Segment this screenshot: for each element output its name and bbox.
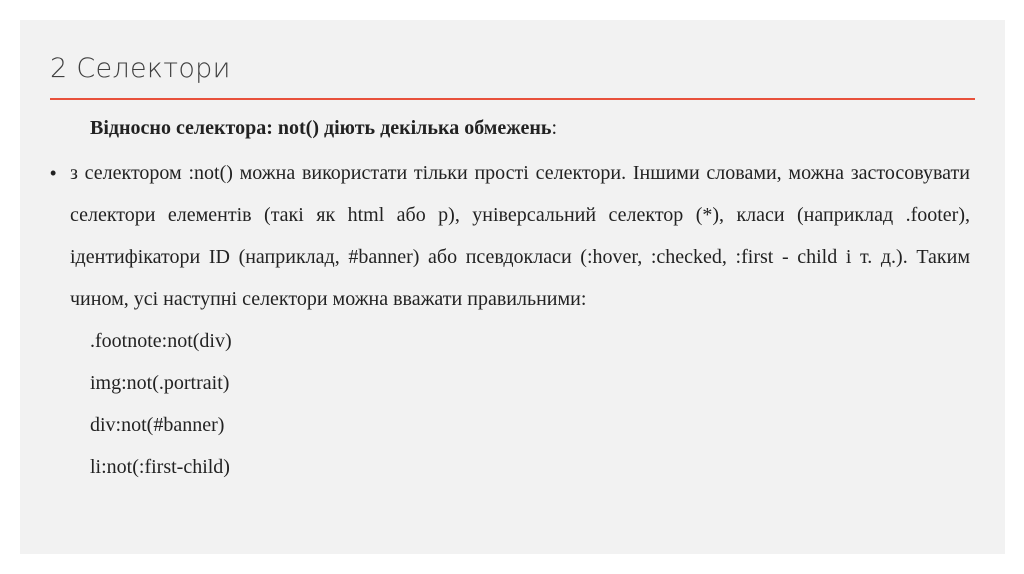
- selector-example: .footnote:not(div): [90, 330, 232, 352]
- slide-content: [50, 114, 970, 488]
- intro-paragraph: [90, 114, 970, 142]
- intro-bold-text: Відносно селектора: not() діють декілька обмежень: [90, 117, 552, 139]
- bullet-item: [50, 152, 970, 320]
- title-underline: [50, 98, 975, 100]
- bullet-dot-icon: •: [50, 163, 57, 183]
- slide-title: 2 Селектори: [50, 53, 231, 84]
- intro-colon: :: [551, 117, 558, 139]
- selector-example-list: [50, 320, 970, 488]
- slide: [20, 20, 1005, 554]
- selector-example: li:not(:first-child): [90, 456, 230, 478]
- bullet-text: з селектором :not() можна використати тільки прості селектори. Іншими словами, можна застосовувати селектори елементів (такі як html або p), універсальний селектор (*), класи (наприклад .footer), ідентифікатори ID (наприклад, #banner) або псевдокласи (:hover, :checked, :first - child і т. д.). Таким чином, усі наступні селектори можна вважати правильними:: [70, 162, 970, 310]
- selector-example: img:not(.portrait): [90, 372, 230, 394]
- selector-example: div:not(#banner): [90, 414, 225, 436]
